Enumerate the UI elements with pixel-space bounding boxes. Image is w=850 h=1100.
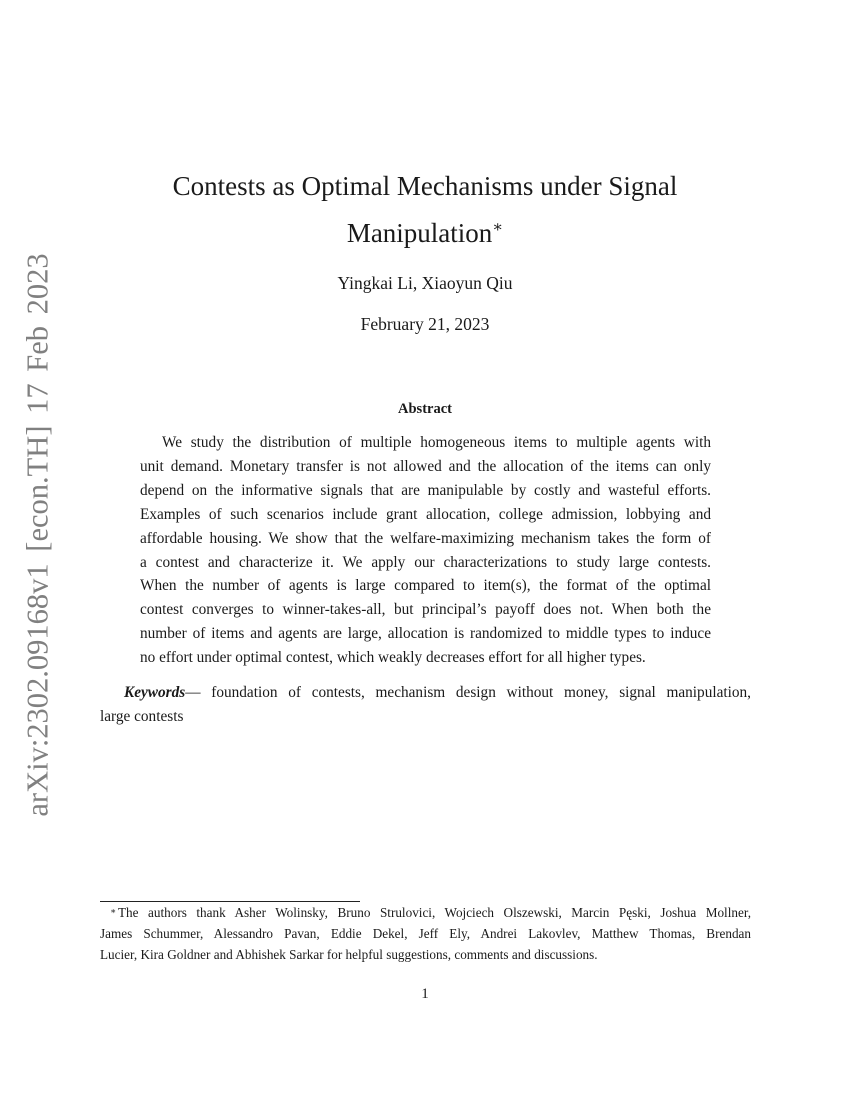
footnote-text: The authors thank Asher Wolinsky, Bruno Strulovici, Wojciech Olszewski, Marcin Pęski, Joshua Mollner, bbox=[118, 905, 751, 920]
keywords-text: foundation of contests, mechanism design without money, signal manipulation, bbox=[211, 684, 752, 701]
arxiv-date: 17 Feb 2023 bbox=[20, 253, 55, 414]
arxiv-category: [econ.TH] bbox=[20, 425, 55, 552]
abstract-line: number of items and agents are large, allocation is randomized to middle types to induce bbox=[140, 625, 711, 642]
abstract-line: When the number of agents is large compared to item(s), the format of the optimal bbox=[140, 577, 711, 594]
date: February 21, 2023 bbox=[360, 314, 490, 334]
keywords-dash: — bbox=[185, 684, 212, 701]
footnote-line: Lucier, Kira Goldner and Abhishek Sarkar for helpful suggestions, comments and discussions. bbox=[100, 947, 598, 962]
abstract-line: a contest and characterize it. We apply our characterizations to study large contests. bbox=[140, 554, 711, 571]
abstract-heading: Abstract bbox=[398, 401, 452, 417]
footnote-line: James Schummer, Alessandro Pavan, Eddie Dekel, Jeff Ely, Andrei Lakovlev, Matthew Thomas, Brendan bbox=[100, 926, 751, 941]
abstract-line: depend on the informative signals that are manipulable by costly and wasteful efforts. bbox=[140, 482, 711, 499]
arxiv-id: arXiv:2302.09168v1 bbox=[20, 563, 55, 817]
keywords-line-2: large contests bbox=[100, 708, 184, 725]
footnote-line bbox=[110, 904, 751, 922]
keywords-line-1 bbox=[124, 683, 751, 703]
paper-title bbox=[0, 166, 850, 254]
abstract-line: affordable housing. We show that the welfare-maximizing mechanism takes the form of bbox=[140, 530, 711, 547]
footnote-rule bbox=[100, 901, 360, 902]
abstract-line: unit demand. Monetary transfer is not allowed and the allocation of the items can only bbox=[140, 458, 711, 475]
arxiv-sidebar-stamp bbox=[21, 253, 56, 816]
abstract-line: contest converges to winner-takes-all, but principal’s payoff does not. When both the bbox=[140, 601, 711, 618]
title-footnote-mark: ∗ bbox=[492, 219, 504, 236]
authors: Yingkai Li, Xiaoyun Qiu bbox=[337, 273, 513, 293]
abstract-line: We study the distribution of multiple homogeneous items to multiple agents with bbox=[162, 434, 711, 451]
footnote-mark: ∗ bbox=[110, 906, 117, 916]
keywords-label: Keywords bbox=[124, 684, 186, 701]
abstract-line: Examples of such scenarios include grant allocation, college admission, lobbying and bbox=[140, 506, 711, 523]
title-line-2: Manipulation bbox=[346, 218, 493, 248]
abstract-line: no effort under optimal contest, which weakly decreases effort for all higher types. bbox=[140, 649, 646, 666]
title-line-1: Contests as Optimal Mechanisms under Signal bbox=[172, 171, 678, 201]
page-number: 1 bbox=[421, 986, 429, 1002]
